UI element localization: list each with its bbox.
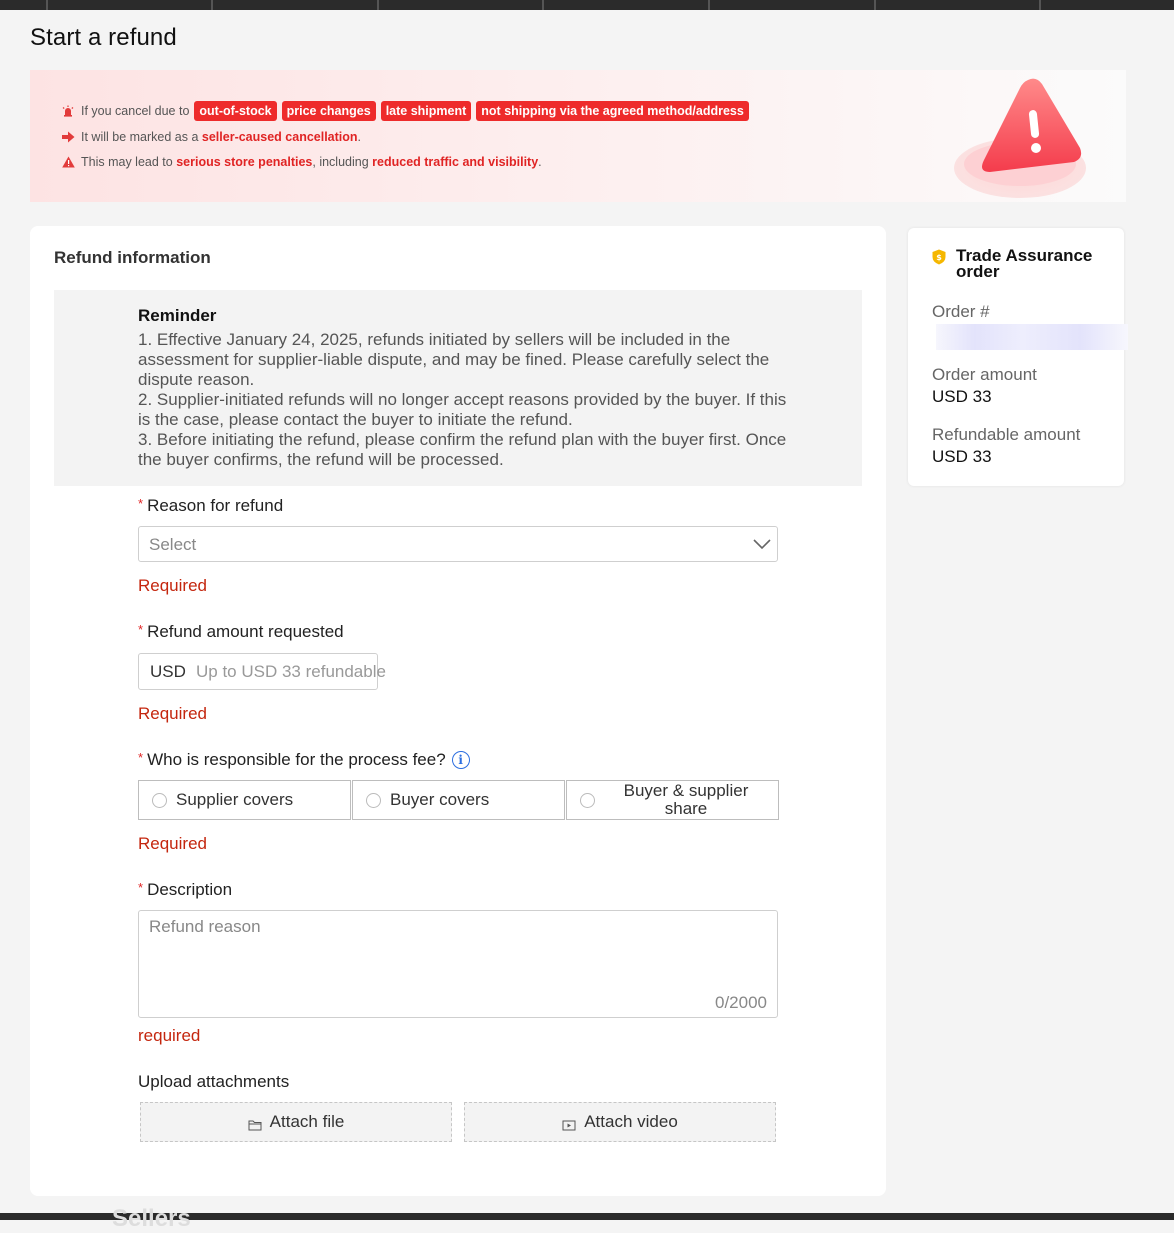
warning-line1-text: If you cancel due to [81, 104, 190, 118]
reason-label [138, 496, 283, 516]
warning-line3-mid: , including [312, 155, 369, 169]
amount-label-text: Refund amount requested [147, 622, 344, 641]
radio-circle-icon [580, 793, 595, 808]
radio-supplier-covers[interactable] [138, 780, 351, 820]
radio-buyer-supplier-share[interactable] [566, 780, 779, 820]
warning-line-marked [61, 130, 361, 144]
svg-text:$: $ [936, 253, 942, 262]
refundable-amount-label: Refundable amount [932, 425, 1081, 444]
required-star: * [138, 879, 144, 895]
reminder-item: 3. Before initiating the refund, please confirm the refund plan with the buyer first. Once the buyer confirms, the refund will be processed. [138, 430, 787, 469]
upload-attachments-label: Upload attachments [138, 1072, 290, 1091]
alert-triangle-illustration-icon [950, 74, 1100, 200]
radio-label: Supplier covers [176, 790, 294, 809]
refund-amount-input[interactable] [138, 653, 386, 690]
reminder-item: 2. Supplier-initiated refunds will no longer accept reasons provided by the buyer. If this is the case, please contact the buyer to initiate the refund. [138, 390, 787, 429]
browser-top-bar [0, 0, 1174, 10]
trade-assurance-shield-icon [932, 249, 946, 265]
fee-error: Required [138, 834, 207, 853]
bottom-cutoff-bar [0, 1205, 1174, 1232]
warning-line-cancel-reasons [61, 101, 749, 121]
radio-circle-icon [152, 793, 167, 808]
warning-seller-caused: seller-caused cancellation [201, 130, 358, 144]
radio-label: Buyer covers [390, 790, 490, 809]
order-summary-card [908, 228, 1124, 486]
order-amount-value: USD 33 [932, 387, 992, 406]
character-counter: 0/2000 [715, 993, 767, 1012]
required-star: * [138, 749, 144, 765]
warning-triangle-icon [61, 155, 75, 169]
tag-not-shipping-agreed: not shipping via the agreed method/address [476, 101, 749, 121]
required-star: * [138, 621, 144, 637]
warning-line2-suffix: . [357, 130, 362, 144]
cancellation-warning-banner [30, 70, 1126, 202]
tag-out-of-stock: out-of-stock [194, 101, 276, 121]
trade-assurance-title: Trade Assurance order [956, 246, 1093, 281]
reminder-heading: Reminder [138, 306, 217, 325]
refund-amount-placeholder: Up to USD 33 refundable [196, 662, 386, 681]
description-label [138, 880, 232, 900]
refundable-amount-value: USD 33 [932, 447, 992, 466]
order-number-redacted [936, 324, 1128, 350]
tag-late-shipment: late shipment [381, 101, 472, 121]
description-label-text: Description [147, 880, 233, 899]
reason-error: Required [138, 576, 207, 595]
attach-video-button[interactable] [464, 1102, 776, 1142]
warning-line-penalties [61, 155, 542, 169]
radio-label: Buyer & supplier share [623, 781, 749, 818]
reminder-text [138, 330, 798, 470]
warning-store-penalties: serious store penalties [176, 155, 313, 169]
video-icon [562, 1116, 576, 1128]
description-textarea[interactable] [138, 910, 778, 1018]
partial-heading: Sellers [112, 1205, 191, 1232]
info-icon[interactable]: i [452, 751, 470, 769]
order-amount-label: Order amount [932, 365, 1037, 384]
warning-line3-suffix: . [538, 155, 542, 169]
radio-circle-icon [366, 793, 381, 808]
required-star: * [138, 495, 144, 511]
attach-file-label: Attach file [269, 1112, 345, 1131]
currency-prefix: USD [150, 662, 186, 681]
reminder-item: 1. Effective January 24, 2025, refunds initiated by sellers will be included in the assessment for supplier-liable dispute, and may be fined. Please carefully select the dispute reason. [138, 330, 770, 389]
tag-price-changes: price changes [282, 101, 376, 121]
process-fee-radio-group [138, 780, 779, 820]
page-title: Start a refund [30, 24, 177, 51]
description-error: required [138, 1026, 201, 1045]
warning-line2-text: It will be marked as a [81, 130, 199, 144]
order-number-label: Order # [932, 302, 990, 321]
radio-buyer-covers[interactable] [352, 780, 565, 820]
refund-information-card [30, 226, 886, 1196]
warning-line3-text: This may lead to [81, 155, 173, 169]
attach-video-label: Attach video [584, 1112, 678, 1131]
folder-icon [248, 1116, 262, 1128]
alarm-icon [61, 104, 75, 118]
reason-select[interactable] [138, 526, 778, 562]
reminder-box [54, 290, 862, 486]
warning-reduced-traffic: reduced traffic and visibility [372, 155, 539, 169]
amount-error: Required [138, 704, 207, 723]
description-placeholder: Refund reason [149, 917, 261, 936]
refund-information-title: Refund information [54, 248, 211, 267]
fee-label [138, 750, 470, 770]
arrow-right-icon [61, 130, 75, 144]
reason-select-placeholder: Select [149, 535, 197, 554]
reason-label-text: Reason for refund [147, 496, 284, 515]
attach-file-button[interactable] [140, 1102, 452, 1142]
fee-label-text: Who is responsible for the process fee? [147, 750, 446, 769]
amount-label [138, 622, 344, 642]
chevron-down-icon [751, 533, 773, 555]
